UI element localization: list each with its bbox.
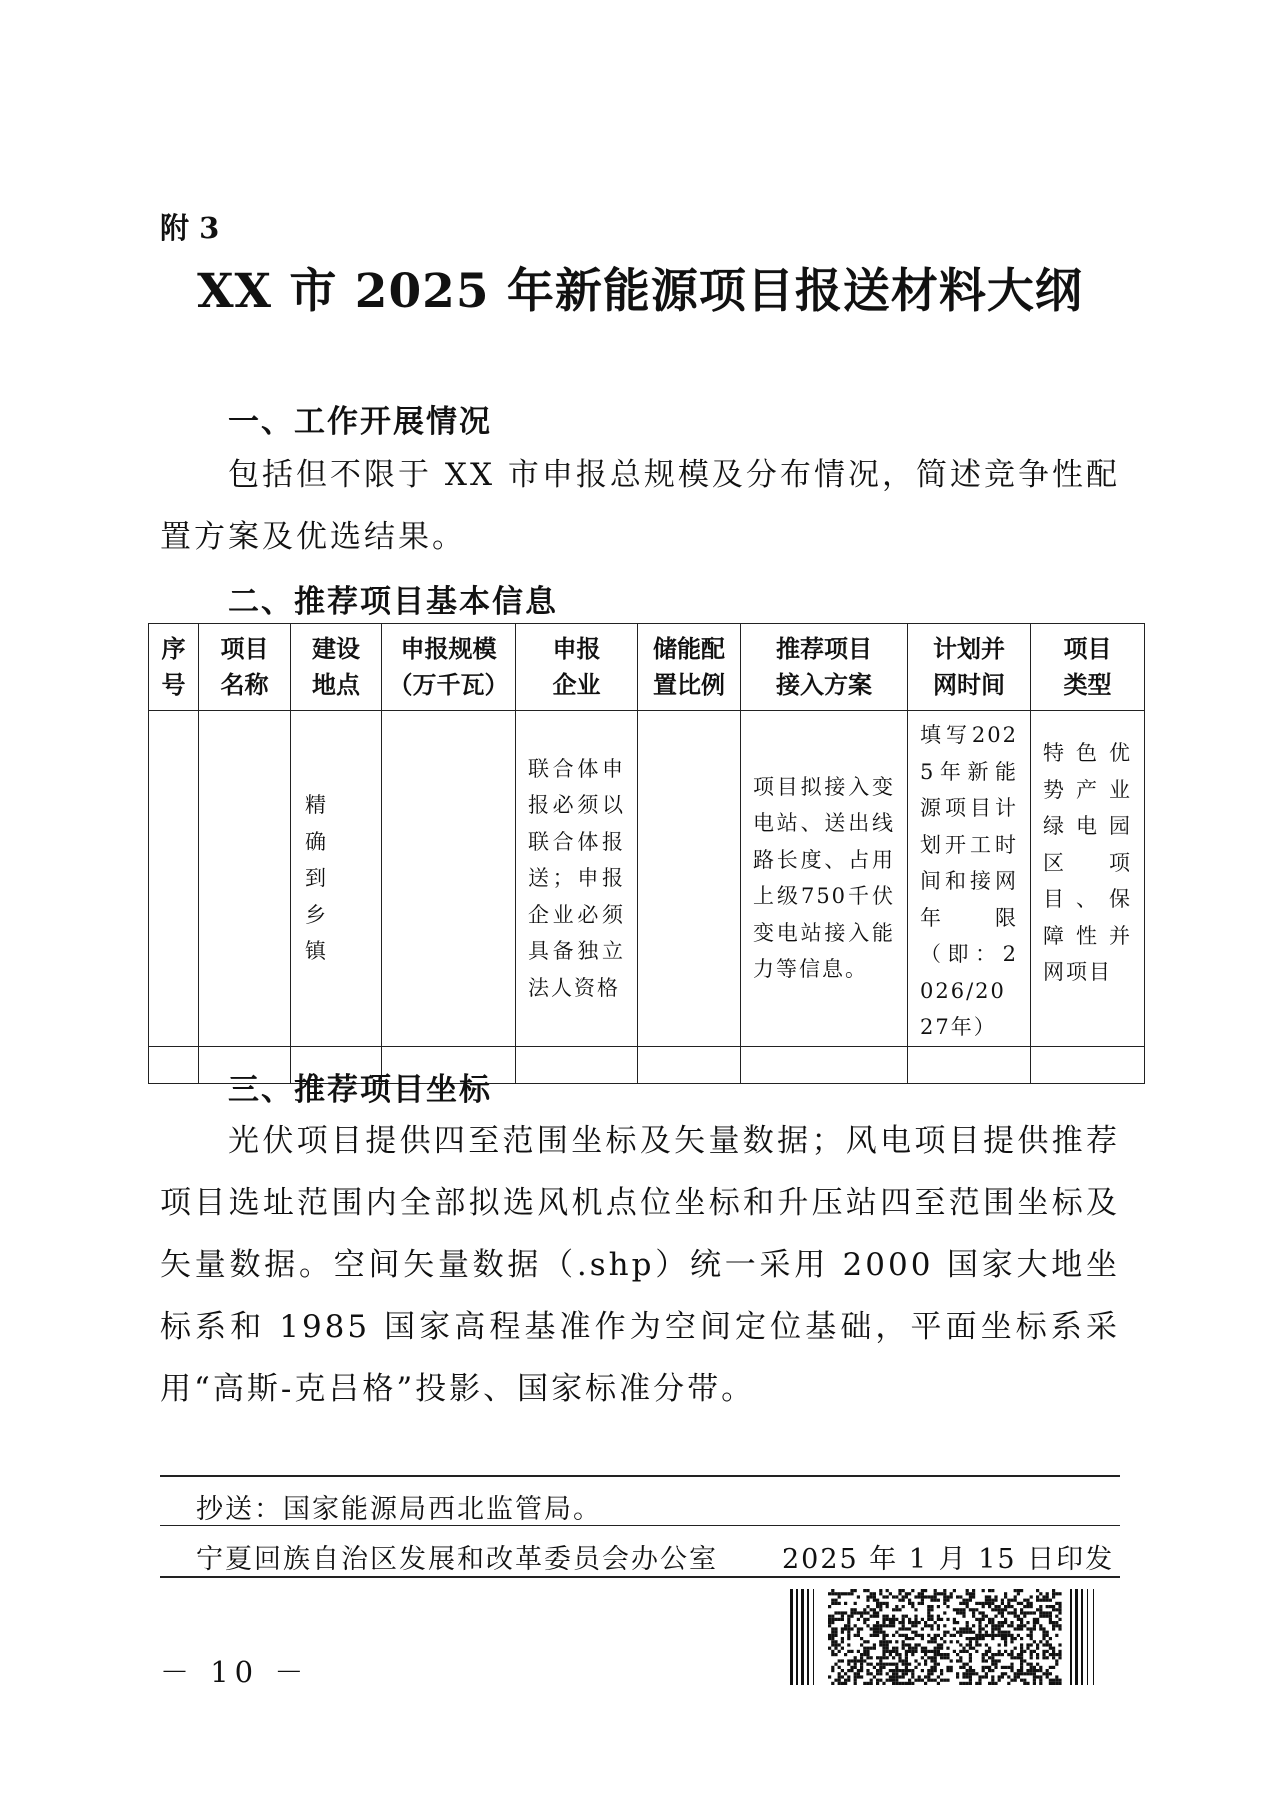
section-1-heading: 一、工作开展情况 bbox=[228, 404, 492, 440]
section-3-heading: 三、推荐项目坐标 bbox=[228, 1072, 492, 1108]
issuer-name: 宁夏回族自治区发展和改革委员会办公室 bbox=[196, 1544, 718, 1575]
section-1-body: 包括但不限于 XX 市申报总规模及分布情况，简述竞争性配置方案及优选结果。 bbox=[160, 457, 1120, 555]
cell-project-type: 特色优势产业绿电园区项目、保障性并网项目 bbox=[1031, 711, 1145, 1047]
table-header-row bbox=[149, 624, 1145, 711]
section-2-heading: 二、推荐项目基本信息 bbox=[228, 584, 558, 620]
col-header-location: 建设 地点 bbox=[291, 624, 382, 711]
col-header-name: 项目 名称 bbox=[199, 624, 291, 711]
cell-enterprise: 联合体申报必须以联合体报送；申报企业必须具备独立法人资格 bbox=[516, 711, 638, 1047]
col-header-access-plan: 推荐项目 接入方案 bbox=[741, 624, 908, 711]
section-3-body: 光伏项目提供四至范围坐标及矢量数据；风电项目提供推荐项目选址范围内全部拟选风机点位坐标和升压站四至范围坐标及矢量数据。空间矢量数据（.shp）统一采用 2000 国家大地坐标系和 1985 国家高程基准作为空间定位基础，平面坐标系采用“高斯-克吕格”投影、国家标准分带。 bbox=[160, 1123, 1120, 1407]
col-header-scale: 申报规模 （万千瓦） bbox=[382, 624, 516, 711]
col-header-serial: 序 号 bbox=[149, 624, 199, 711]
empty-cell bbox=[516, 1046, 638, 1083]
footer-bottom-rule bbox=[160, 1576, 1120, 1578]
document-title: XX 市 2025 年新能源项目报送材料大纲 bbox=[197, 264, 1083, 319]
cell-access-plan: 项目拟接入变电站、送出线路长度、占用上级750千伏变电站接入能力等信息。 bbox=[741, 711, 908, 1047]
cell-location: 精确到乡镇 bbox=[291, 711, 382, 1047]
cell-scale bbox=[382, 711, 516, 1047]
cell-name bbox=[199, 711, 291, 1047]
page-number: － 10 － bbox=[160, 1655, 310, 1689]
footer-top-rule bbox=[160, 1475, 1120, 1477]
cc-line: 抄送：国家能源局西北监管局。 bbox=[196, 1494, 602, 1525]
empty-cell bbox=[149, 1046, 199, 1083]
barcode-image bbox=[790, 1589, 1098, 1685]
footer-middle-rule bbox=[160, 1525, 1120, 1526]
table-row bbox=[149, 711, 1145, 1047]
col-header-storage-ratio: 储能配 置比例 bbox=[638, 624, 741, 711]
col-header-grid-time: 计划并 网时间 bbox=[908, 624, 1031, 711]
empty-cell bbox=[638, 1046, 741, 1083]
project-info-table bbox=[148, 623, 1145, 1084]
empty-cell bbox=[1031, 1046, 1145, 1083]
issue-date: 2025 年 1 月 15 日印发 bbox=[782, 1544, 1115, 1575]
cell-serial bbox=[149, 711, 199, 1047]
attachment-label: 附 3 bbox=[160, 211, 220, 245]
col-header-project-type: 项目 类型 bbox=[1031, 624, 1145, 711]
col-header-enterprise: 申报 企业 bbox=[516, 624, 638, 711]
cell-storage-ratio bbox=[638, 711, 741, 1047]
empty-cell bbox=[908, 1046, 1031, 1083]
cell-grid-time: 填写2025年新能源项目计划开工时间和接网年限（即：2026/2027年） bbox=[908, 711, 1031, 1047]
empty-cell bbox=[741, 1046, 908, 1083]
